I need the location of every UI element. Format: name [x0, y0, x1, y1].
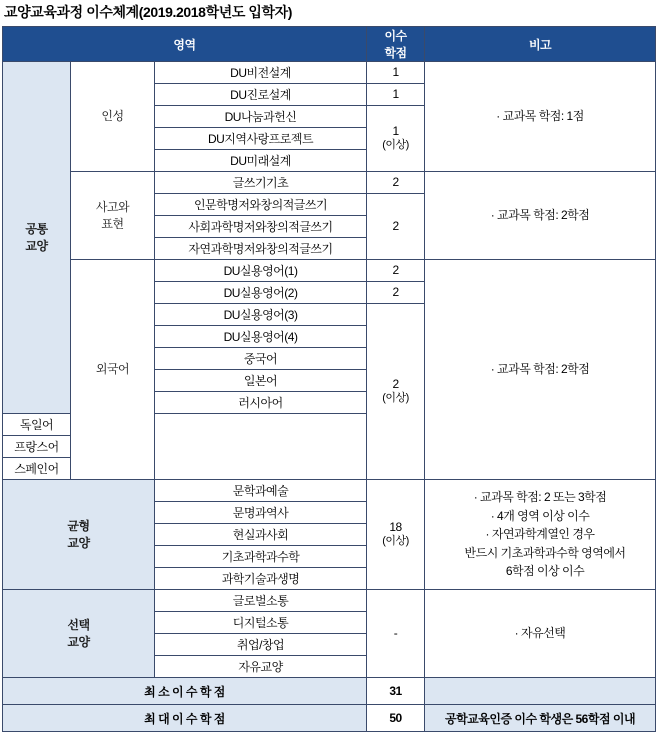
header-area: 영역: [3, 27, 367, 62]
note-line: · 자유선택: [514, 626, 566, 641]
course-cell: 취업/창업: [155, 634, 367, 656]
header-credit: [367, 27, 425, 62]
note-cell: [425, 172, 656, 260]
course-cell: 현실과사회: [155, 524, 367, 546]
course-cell: 과학기술과생명: [155, 568, 367, 590]
note-line: 6학점 이상 이수: [505, 564, 585, 579]
total-label: 최 대 이 수 학 점: [3, 705, 367, 732]
credit-cell: [367, 106, 425, 172]
credit-value: 1: [392, 124, 399, 139]
total-label: 최 소 이 수 학 점: [3, 678, 367, 705]
credit-cell: 1: [367, 62, 425, 84]
course-cell: 디지털소통: [155, 612, 367, 634]
group-label-line1: 균형: [67, 519, 90, 534]
course-cell: 기초과학과수학: [155, 546, 367, 568]
table-row-total-min: [3, 678, 656, 705]
course-cell: DU실용영어(2): [155, 282, 367, 304]
credit-qualifier: (이상): [382, 535, 409, 548]
note-line: · 교과목 학점: 1점: [496, 109, 584, 124]
total-note: [425, 678, 656, 705]
course-cell: 글로벌소통: [155, 590, 367, 612]
credit-value: 2: [392, 377, 399, 392]
table-row: [3, 480, 656, 502]
subgroup-label: 인성: [101, 109, 124, 124]
course-cell: 문학과예술: [155, 480, 367, 502]
table-body: [3, 62, 656, 732]
group-label-line2: 교양: [25, 238, 48, 253]
subgroup-cell-thinking: [71, 172, 155, 260]
group-cell-balanced: [3, 480, 155, 590]
group-label-line1: 선택: [67, 618, 90, 633]
page-title: 교양교육과정 이수체계(2019.2018학년도 입학자): [4, 4, 293, 20]
curriculum-table: [2, 26, 656, 732]
course-cell: 러시아어: [155, 392, 367, 414]
credit-cell: -: [367, 590, 425, 678]
header-note: 비고: [425, 27, 656, 62]
course-cell: 자연과학명저와창의적글쓰기: [155, 238, 367, 260]
group-cell-common: [3, 62, 71, 414]
note-line: · 교과목 학점: 2학점: [490, 362, 590, 377]
course-cell: 문명과역사: [155, 502, 367, 524]
note-line: · 교과목 학점: 2학점: [490, 208, 590, 223]
total-value: 31: [367, 678, 425, 705]
credit-cell: 1: [367, 84, 425, 106]
course-cell: DU미래설계: [155, 150, 367, 172]
course-cell: DU나눔과헌신: [155, 106, 367, 128]
course-cell: 독일어: [3, 414, 71, 436]
note-line: · 교과목 학점: 2 또는 3학점: [473, 490, 607, 505]
course-cell: 인문학명저와창의적글쓰기: [155, 194, 367, 216]
credit-cell: 2: [367, 260, 425, 282]
course-cell: DU실용영어(3): [155, 304, 367, 326]
course-cell: 사회과학명저와창의적글쓰기: [155, 216, 367, 238]
table-row: [3, 172, 656, 194]
header-credit-line2: 학점: [384, 46, 407, 60]
group-label-line2: 교양: [67, 535, 90, 550]
credit-cell: 2: [367, 172, 425, 194]
course-cell: 일본어: [155, 370, 367, 392]
header-credit-line1: 이수: [384, 29, 407, 43]
note-line: · 4개 영역 이상 이수: [490, 508, 590, 523]
table-row-total-max: [3, 705, 656, 732]
course-cell: DU실용영어(1): [155, 260, 367, 282]
note-cell: [425, 480, 656, 590]
table-row: [3, 590, 656, 612]
subgroup-cell-foreign-language: [71, 260, 155, 480]
table-header-row: [3, 27, 656, 62]
table-row: [3, 62, 656, 84]
course-cell: 프랑스어: [3, 436, 71, 458]
total-note: 공학교육인증 이수 학생은 56학점 이내: [425, 705, 656, 732]
total-value: 50: [367, 705, 425, 732]
group-label-line1: 공통: [25, 222, 48, 237]
credit-qualifier: (이상): [382, 392, 409, 405]
course-cell: 자유교양: [155, 656, 367, 678]
course-cell: DU진로설계: [155, 84, 367, 106]
credit-qualifier: (이상): [382, 139, 409, 152]
credit-cell: 2: [367, 282, 425, 304]
course-cell: DU실용영어(4): [155, 326, 367, 348]
note-cell: [425, 260, 656, 480]
course-cell: 중국어: [155, 348, 367, 370]
course-cell: 글쓰기기초: [155, 172, 367, 194]
table-row: [3, 260, 656, 282]
note-line: 반드시 기초과학과수학 영역에서: [464, 545, 626, 560]
note-cell: [425, 590, 656, 678]
subgroup-label-line2: 표현: [101, 216, 124, 231]
credit-cell: 2: [367, 194, 425, 260]
course-cell: DU비전설계: [155, 62, 367, 84]
table-header: [3, 27, 656, 62]
subgroup-cell-personality: [71, 62, 155, 172]
group-cell-elective: [3, 590, 155, 678]
course-cell: DU지역사랑프로젝트: [155, 128, 367, 150]
note-cell: [425, 62, 656, 172]
credit-cell: [367, 480, 425, 590]
note-line: · 자연과학계열인 경우: [485, 527, 595, 542]
group-label-line2: 교양: [67, 634, 90, 649]
credit-cell: [367, 304, 425, 480]
subgroup-label: 외국어: [95, 362, 130, 377]
subgroup-label-line1: 사고와: [95, 200, 130, 215]
credit-value: 18: [389, 520, 402, 535]
course-cell: 스페인어: [3, 458, 71, 480]
